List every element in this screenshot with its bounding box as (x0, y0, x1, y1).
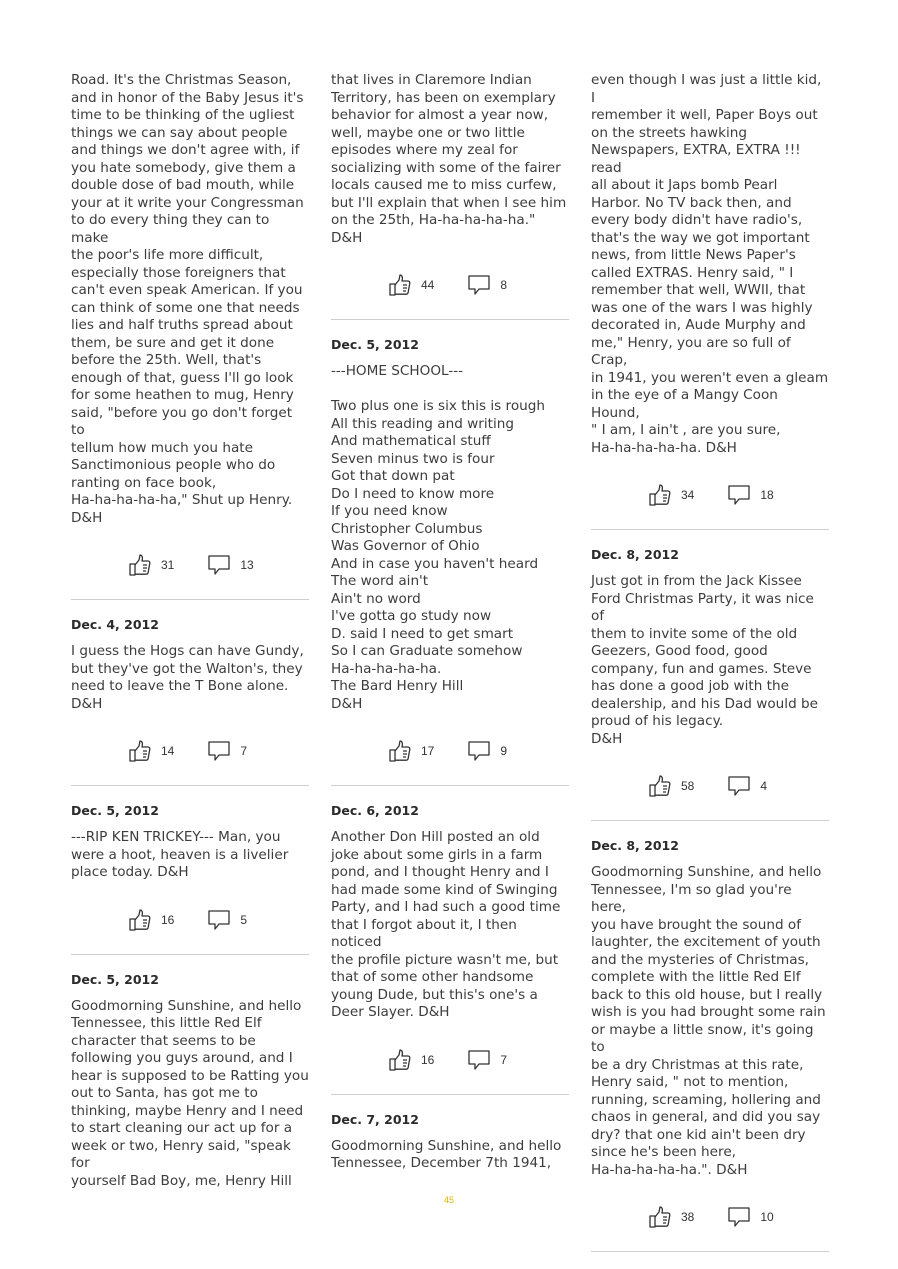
comment-icon (726, 773, 752, 799)
like-button[interactable] (647, 482, 694, 508)
post-date: Dec. 7, 2012 (331, 1111, 419, 1127)
comment-button[interactable] (206, 907, 247, 933)
post-text: I guess the Hogs can have Gundy, but they've got the Walton's, they need to leave the T Bone alone. D&H (71, 643, 304, 712)
post-text: that lives in Claremore Indian Territory, has been on exemplary behavior for almost a year now, well, maybe one or two little episodes where my zeal for socializing with some of the fairer locals caused me to miss curfew, but I'll explain that when I see him on the 25th, Ha-ha-ha-ha-ha." D&H (331, 72, 567, 246)
thumbs-up-icon (387, 738, 413, 764)
post-text: even though I was just a little kid, I remember it well, Paper Boys out on the streets hawking Newspapers, EXTRA, EXTRA !!! read all about it Japs bomb Pearl Harbor. No TV back then, and every body didn't have radio's, that's the way we got important news, from little News Paper's called EXTRAS. Henry said, " I remember that well, WWII, that was one of the wars I was highly decorated in, Aude Murphy and me," Henry, you are so full of Crap, in 1941, you weren't even a gleam in the eye of a Mangy Coon Hound, " I am, I ain't , are you sure, Ha-ha-ha-ha-ha. D&H (591, 72, 829, 456)
like-count: 34 (681, 488, 695, 502)
post-actions (387, 737, 569, 765)
post (331, 1112, 569, 1173)
thumbs-up-icon (647, 482, 673, 508)
post-divider (591, 1251, 829, 1252)
thumbs-up-icon (127, 552, 153, 578)
like-count: 16 (161, 912, 175, 927)
thumbs-up-icon (387, 272, 413, 298)
comment-icon (466, 272, 492, 298)
comment-count: 4 (760, 779, 768, 793)
like-button[interactable] (387, 1047, 434, 1073)
post-date: Dec. 5, 2012 (71, 971, 159, 987)
comment-button[interactable] (726, 773, 767, 799)
comment-icon (206, 907, 232, 933)
post (591, 72, 829, 530)
post (71, 617, 309, 786)
post-text: Goodmorning Sunshine, and hello Tennessee, December 7th 1941, (331, 1137, 562, 1171)
post-actions (647, 481, 829, 509)
comment-button[interactable] (466, 1047, 507, 1073)
like-button[interactable] (647, 773, 694, 799)
post-actions (127, 906, 309, 934)
like-count: 58 (681, 779, 695, 793)
like-button[interactable] (127, 738, 174, 764)
comment-count: 9 (500, 744, 508, 758)
like-count: 16 (421, 1052, 435, 1067)
post (331, 337, 569, 786)
post-date: Dec. 5, 2012 (71, 803, 159, 818)
column-3 (591, 72, 829, 1269)
like-count: 44 (421, 278, 435, 292)
post-actions (647, 772, 829, 800)
post-text: Another Don Hill posted an old joke about some girls in a farm pond, and I thought Henry and I had made some kind of Swinging Party, and I had such a good time that I forgot about it, I then noticed the profile picture wasn't me, but that of some other handsome young Dude, but this's one's a Deer Slayer. D&H (331, 829, 561, 1020)
post-divider (71, 954, 309, 955)
page-number: 45 (443, 1195, 454, 1205)
comment-icon (206, 552, 232, 578)
comment-button[interactable] (206, 738, 247, 764)
post-text: Road. It's the Christmas Season, and in honor of the Baby Jesus it's time to be thinking of the ugliest things we can say about people and things we don't agree with, if you hate somebody, give them a double dose of bad mouth, while your at it write your Congressman to do every thing they can to make the poor's life more difficult, especially those foreigners that can't even speak American. If you can think of some one that needs lies and half truths spread about them, be sure and get it done before the 25th. Well, that's enough of that, guess I'll go look for some heathen to mug, Henry said, "before you go don't forget to tellum how much you hate Sanctimonious people who do ranting on face book, Ha-ha-ha-ha-ha," Shut up Henry. D&H (71, 72, 304, 526)
comment-button[interactable] (466, 738, 507, 764)
post-date: Dec. 4, 2012 (71, 617, 159, 632)
post-divider (331, 319, 569, 320)
post-text: Goodmorning Sunshine, and hello Tennessee, I'm so glad you're here, you have brought the sound of laughter, the excitement of youth and the mysteries of Christmas, complete with the little Red Elf back to this old house, but I really wish is you had brought some rain or maybe a little snow, it's going to be a dry Christmas at this rate, Henry said, " not to mention, running, screaming, hollering and chaos in general, and did you say dry? that one kid ain't been dry since he's been here, Ha-ha-ha-ha-ha.". D&H (591, 864, 826, 1178)
comment-button[interactable] (726, 1204, 773, 1230)
post-actions (647, 1203, 829, 1231)
like-count: 31 (161, 558, 175, 572)
comment-icon (206, 738, 232, 764)
post-actions (387, 271, 569, 299)
like-count: 14 (161, 744, 175, 758)
post (71, 972, 309, 1191)
post (591, 547, 829, 821)
post (331, 803, 569, 1095)
comment-count: 13 (240, 558, 254, 572)
comment-count: 8 (500, 278, 508, 292)
comment-icon (726, 482, 752, 508)
post-text: Just got in from the Jack Kissee Ford Christmas Party, it was nice of them to invite some of the old Geezers, Good food, good company, fun and games. Steve has done a good job with the dealership, and his Dad would be proud of his legacy. D&H (591, 573, 819, 747)
post (71, 72, 309, 600)
like-button[interactable] (647, 1204, 694, 1230)
thumbs-up-icon (647, 773, 673, 799)
comment-count: 7 (500, 1052, 508, 1067)
post-actions (387, 1046, 569, 1074)
post-actions (127, 737, 309, 765)
thumbs-up-icon (387, 1047, 413, 1073)
comment-count: 5 (240, 912, 248, 927)
column-1 (71, 72, 309, 1190)
post-divider (591, 529, 829, 530)
post-divider (331, 785, 569, 786)
comment-button[interactable] (466, 272, 507, 298)
comment-count: 7 (240, 744, 248, 758)
comment-icon (466, 738, 492, 764)
post-text: ---RIP KEN TRICKEY--- Man, you were a hoot, heaven is a livelier place today. D&H (71, 829, 289, 880)
post-divider (71, 599, 309, 600)
comment-count: 18 (760, 488, 774, 502)
post-actions (127, 551, 309, 579)
thumbs-up-icon (127, 907, 153, 933)
post-date: Dec. 8, 2012 (591, 838, 679, 853)
post (331, 72, 569, 320)
thumbs-up-icon (127, 738, 153, 764)
comment-button[interactable] (726, 482, 773, 508)
post-divider (331, 1094, 569, 1095)
comment-icon (726, 1204, 752, 1230)
post-divider (71, 785, 309, 786)
like-button[interactable] (127, 907, 174, 933)
comment-button[interactable] (206, 552, 253, 578)
like-count: 17 (421, 744, 435, 758)
post-text: Goodmorning Sunshine, and hello Tennessee, this little Red Elf character that seems to be following you guys around, and I hear is supposed to be Ratting you out to Santa, has got me to thinking, maybe Henry and I need to start cleaning our act up for a week or two, Henry said, "speak for yourself Bad Boy, me, Henry Hill (71, 997, 309, 1189)
post-date: Dec. 8, 2012 (591, 547, 679, 562)
thumbs-up-icon (647, 1204, 673, 1230)
post-date: Dec. 6, 2012 (331, 803, 419, 818)
like-button[interactable] (387, 272, 434, 298)
like-count: 38 (681, 1210, 695, 1224)
post-date: Dec. 5, 2012 (331, 337, 419, 352)
like-button[interactable] (387, 738, 434, 764)
post-divider (591, 820, 829, 821)
column-2 (331, 72, 569, 1173)
like-button[interactable] (127, 552, 174, 578)
comment-count: 10 (760, 1210, 774, 1224)
post-text: ---HOME SCHOOL--- Two plus one is six this is rough All this reading and writing And mathematical stuff Seven minus two is four Got that down pat Do I need to know more If you need know Christopher Columbus Was Governor of Ohio And in case you haven't heard The word ain't Ain't no word I've gotta go study now D. said I need to get smart So I can Graduate somehow Ha-ha-ha-ha-ha. The Bard Henry Hill D&H (331, 363, 546, 712)
post (71, 803, 309, 955)
post (591, 838, 829, 1252)
comment-icon (466, 1047, 492, 1073)
